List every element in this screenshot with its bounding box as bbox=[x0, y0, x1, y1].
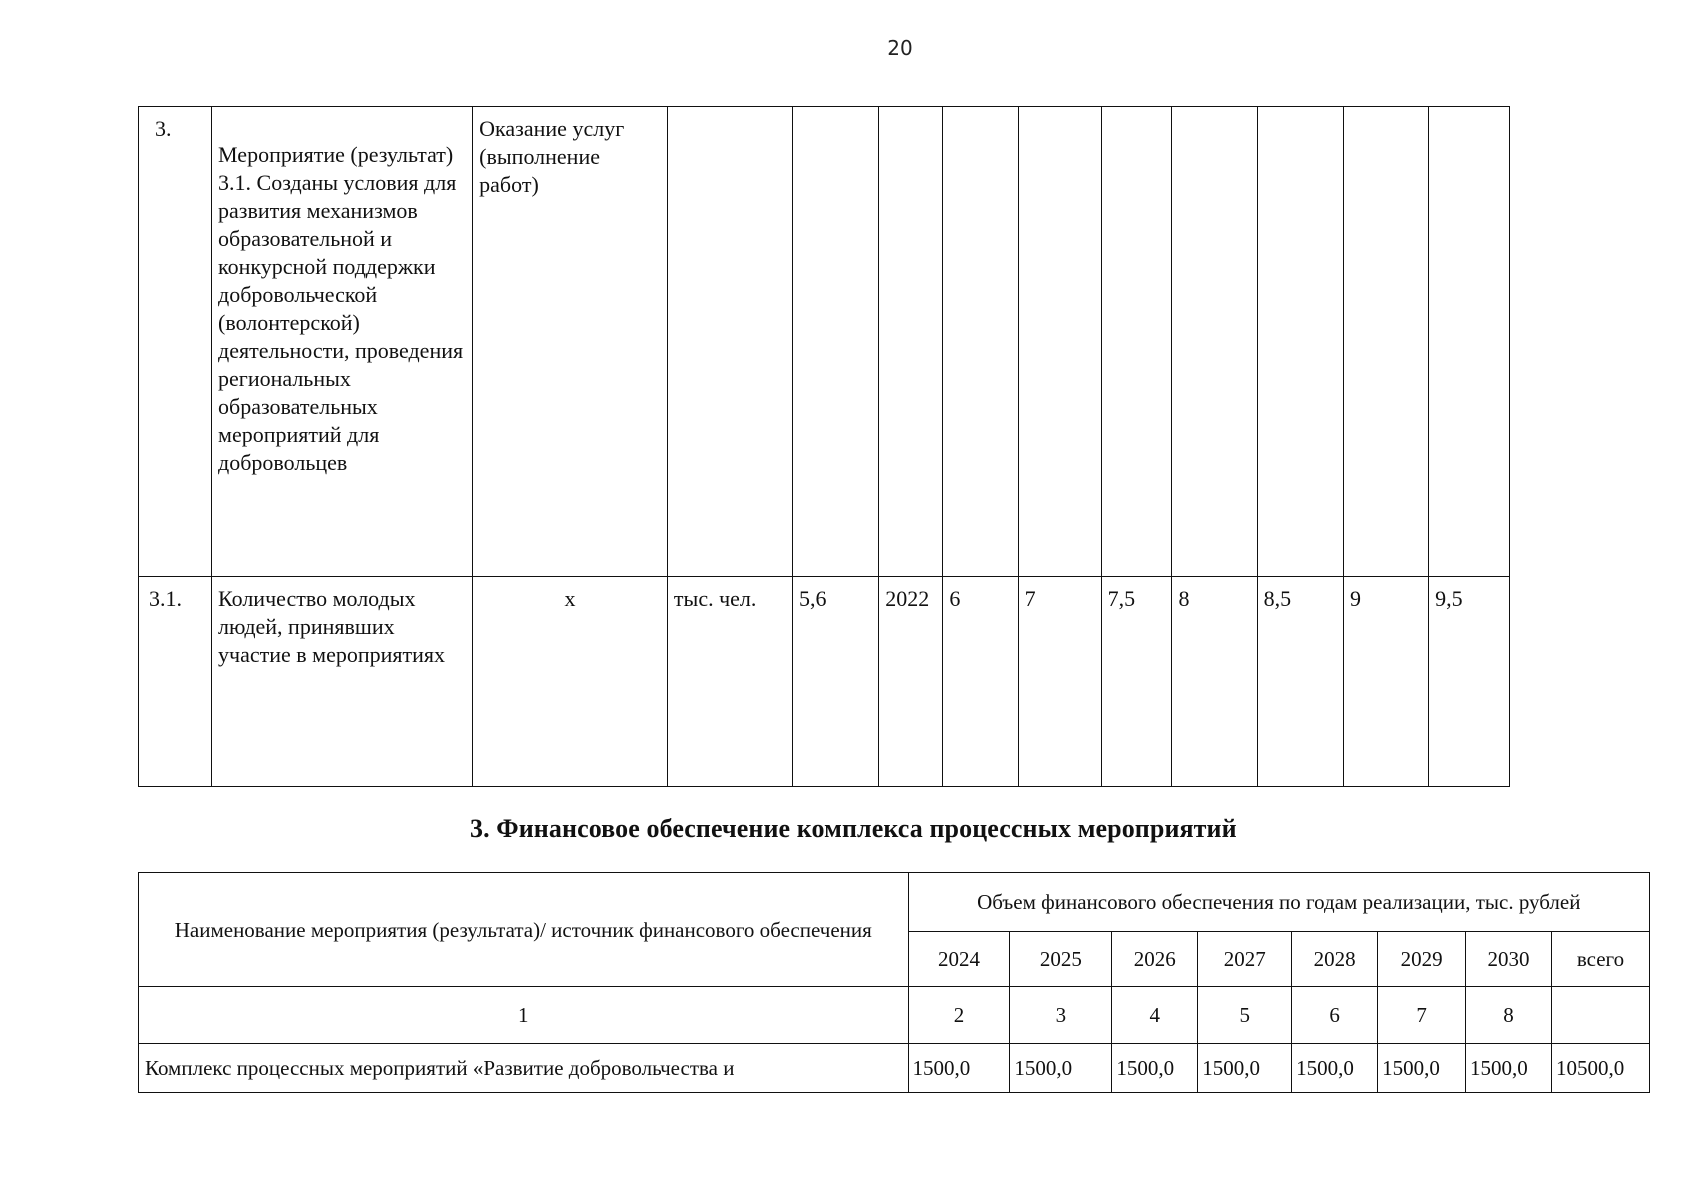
financing-table bbox=[138, 872, 1650, 1093]
year-value: 8,5 bbox=[1257, 577, 1343, 787]
header-row bbox=[139, 873, 1650, 932]
table-cell bbox=[879, 107, 943, 577]
column-number bbox=[1551, 987, 1649, 1044]
year-header: 2027 bbox=[1198, 932, 1292, 987]
amount-cell: 1500,0 bbox=[1010, 1044, 1112, 1093]
column-number: 8 bbox=[1466, 987, 1552, 1044]
column-number: 3 bbox=[1010, 987, 1112, 1044]
column-number: 7 bbox=[1378, 987, 1466, 1044]
name-column-header: Наименование мероприятия (результата)/ источник финансового обеспечения bbox=[139, 873, 909, 987]
total-amount-cell: 10500,0 bbox=[1551, 1044, 1649, 1093]
table-row bbox=[139, 1044, 1650, 1093]
year-header: 2025 bbox=[1010, 932, 1112, 987]
amount-cell: 1500,0 bbox=[1378, 1044, 1466, 1093]
year-header: 2026 bbox=[1112, 932, 1198, 987]
total-header: всего bbox=[1551, 932, 1649, 987]
table-cell bbox=[792, 107, 878, 577]
table-cell bbox=[1172, 107, 1257, 577]
table-cell bbox=[1257, 107, 1343, 577]
column-number: 1 bbox=[139, 987, 909, 1044]
amount-cell: 1500,0 bbox=[1198, 1044, 1292, 1093]
year-header: 2028 bbox=[1292, 932, 1378, 987]
page-number: 20 bbox=[887, 36, 913, 60]
table-cell bbox=[943, 107, 1018, 577]
indicators-table bbox=[138, 106, 1510, 787]
year-header: 2030 bbox=[1466, 932, 1552, 987]
amount-cell: 1500,0 bbox=[908, 1044, 1010, 1093]
base-year: 2022 bbox=[879, 577, 943, 787]
year-value: 6 bbox=[943, 577, 1018, 787]
table-cell bbox=[1343, 107, 1428, 577]
year-value: 9 bbox=[1343, 577, 1428, 787]
base-value: 5,6 bbox=[792, 577, 878, 787]
amount-cell: 1500,0 bbox=[1466, 1044, 1552, 1093]
column-number: 4 bbox=[1112, 987, 1198, 1044]
year-header: 2029 bbox=[1378, 932, 1466, 987]
program-name: Комплекс процессных мероприятий «Развитие добровольчества и bbox=[139, 1044, 909, 1093]
indicator-name: Мероприятие (результат) 3.1. Созданы условия для развития механизмов образовательной и конкурсной поддержки добровольческой (волонтерской) деятельности, проведения региональных образовательных мероприятий для добровольцев bbox=[212, 107, 473, 577]
table-cell bbox=[1101, 107, 1172, 577]
row-number: 3. bbox=[139, 107, 212, 577]
column-numbers-row bbox=[139, 987, 1650, 1044]
table-row bbox=[139, 107, 1510, 577]
row-number: 3.1. bbox=[139, 577, 212, 787]
financing-header: Объем финансового обеспечения по годам реализации, тыс. рублей bbox=[908, 873, 1649, 932]
indicator-name: Количество молодых людей, принявших участие в мероприятиях bbox=[212, 577, 473, 787]
year-value: 7,5 bbox=[1101, 577, 1172, 787]
column-number: 5 bbox=[1198, 987, 1292, 1044]
year-value: 9,5 bbox=[1429, 577, 1510, 787]
table-cell bbox=[1018, 107, 1101, 577]
indicator-type: Оказание услуг (выполнение работ) bbox=[473, 107, 668, 577]
column-number: 6 bbox=[1292, 987, 1378, 1044]
amount-cell: 1500,0 bbox=[1292, 1044, 1378, 1093]
table-row bbox=[139, 577, 1510, 787]
year-header: 2024 bbox=[908, 932, 1010, 987]
indicator-unit bbox=[667, 107, 792, 577]
table-cell bbox=[1429, 107, 1510, 577]
year-value: 7 bbox=[1018, 577, 1101, 787]
amount-cell: 1500,0 bbox=[1112, 1044, 1198, 1093]
column-number: 2 bbox=[908, 987, 1010, 1044]
indicator-type: х bbox=[473, 577, 668, 787]
section-heading: 3. Финансовое обеспечение комплекса процессных мероприятий bbox=[470, 814, 1237, 843]
year-value: 8 bbox=[1172, 577, 1257, 787]
indicator-unit: тыс. чел. bbox=[667, 577, 792, 787]
